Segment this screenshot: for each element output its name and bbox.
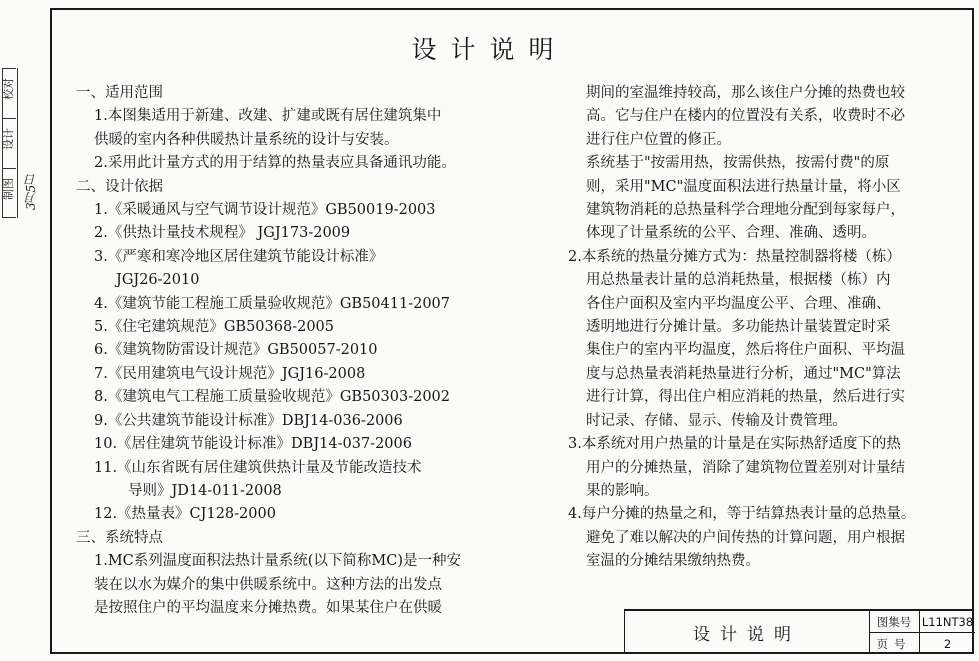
text-line: 时记录、存储、显示、传输及计费管理。 (586, 412, 847, 429)
text-line: 一、适用范围 (76, 85, 163, 101)
page-number-value: 2 (943, 636, 952, 651)
signature-text: 3月5日 (24, 174, 38, 210)
text-line: 供暖的室内各种供暖热计量系统的设计与安装。 (94, 131, 399, 148)
text-line: 7.《民用建筑电气设计规范》JGJ16-2008 (94, 365, 366, 382)
text-line: 用总热量表计量的总消耗热量，根据楼（栋）内 (586, 272, 891, 289)
text-line: 是按照住户的平均温度来分摊热费。如果某住户在供暖 (94, 599, 442, 616)
text-line: 二、设计依据 (76, 178, 163, 195)
text-line: 各住户面积及室内平均温度公平、合理、准确、 (586, 295, 891, 312)
text-line: 11.《山东省既有居住建筑供热计量及节能改造技术 (94, 459, 422, 476)
text-line: 10.《居住建筑节能设计标准》DBJ14-037-2006 (94, 436, 412, 453)
text-line: 进行住户位置的修正。 (586, 131, 731, 148)
strip-divider (2, 217, 16, 218)
text-line: 室温的分摊结果缴纳热费。 (586, 553, 760, 570)
text-line: 4.《建筑节能工程施工质量验收规范》GB50411-2007 (94, 295, 450, 312)
text-line: 2.采用此计量方式的用于结算的热量表应具备通讯功能。 (94, 155, 456, 172)
title-block (624, 609, 974, 654)
text-line: 导则》JD14-011-2008 (128, 482, 282, 499)
text-line: 12.《热量表》CJ128-2000 (94, 506, 276, 523)
text-line: 透明地进行分摊计量。多功能热计量装置定时采 (586, 319, 891, 336)
text-line: 4.每户分摊的热量之和，等于结算热表计量的总热量。 (568, 506, 916, 523)
text-line: 果的影响。 (586, 482, 659, 499)
text-line: 避免了难以解决的户间传热的计算问题，用户根据 (586, 529, 905, 546)
text-line: 则，采用"MC"温度面积法进行热量计量，将小区 (586, 178, 901, 195)
text-line: 1.MC系列温度面积法热计量系统(以下简称MC)是一种安 (94, 553, 462, 570)
handwritten-signature (22, 140, 46, 210)
text-line: 集住户的室内平均温度，然后将住户面积、平均温 (586, 342, 905, 359)
left-text-column (76, 82, 536, 620)
text-line: 系统基于"按需用热，按需供热，按需付费"的原 (586, 155, 890, 172)
page-title: 设计说明 (411, 35, 568, 64)
text-line: 高。它与住户在楼内的位置没有关系，收费时不必 (586, 108, 905, 125)
strip-label-check: 校对 (2, 78, 15, 100)
title-block-name: 设计说明 (625, 611, 870, 654)
text-line: 进行计算，得出住户相应消耗的热量，然后进行实 (586, 389, 905, 406)
text-line: 1.《采暖通风与空气调节设计规范》GB50019-2003 (94, 202, 436, 219)
text-line: 2.《供热计量技术规程》 JGJ173-2009 (94, 225, 351, 242)
text-line: 建筑物消耗的总热量科学合理地分配到每家每户， (586, 202, 905, 219)
text-line: 三、系统特点 (76, 529, 163, 546)
text-line: 2.本系统的热量分摊方式为：热量控制器将楼（栋） (568, 248, 901, 265)
text-line: 用户的分摊热量，消除了建筑物位置差别对计量结 (586, 459, 905, 476)
strip-divider (2, 118, 16, 119)
text-line: 体现了计量系统的公平、合理、准确、透明。 (586, 225, 876, 242)
text-line: 度与总热量表消耗热量进行分析，通过"MC"算法 (586, 365, 901, 382)
review-strip (0, 68, 50, 218)
text-line: 3.《严寒和寒冷地区居住建筑节能设计标准》 (94, 248, 384, 265)
strip-divider (2, 68, 16, 69)
strip-label-design: 设计 (2, 128, 15, 150)
text-line: 期间的室温维持较高，那么该住户分摊的热费也较 (586, 85, 905, 101)
text-line: 3.本系统对用户热量的计量是在实际热舒适度下的热 (568, 436, 901, 453)
page-number-label: 页号 (869, 633, 920, 654)
atlas-number-value: L11NT38 (920, 611, 975, 633)
text-line: 9.《公共建筑节能设计标准》DBJ14-036-2006 (94, 412, 403, 429)
text-line: 1.本图集适用于新建、改建、扩建或既有居住建筑集中 (94, 108, 442, 125)
text-line: 8.《建筑电气工程施工质量验收规范》GB50303-2002 (94, 389, 450, 406)
text-line: JGJ26-2010 (116, 272, 200, 289)
text-line: 5.《住宅建筑规范》GB50368-2005 (94, 319, 334, 336)
strip-label-draw: 制图 (2, 178, 15, 200)
atlas-number-label: 图集号 (869, 611, 920, 633)
right-text-column (568, 82, 948, 574)
text-line: 6.《建筑物防雷设计规范》GB50057-2010 (94, 342, 378, 359)
text-line: 装在以水为媒介的集中供暖系统中。这种方法的出发点 (94, 576, 442, 593)
strip-divider (2, 168, 16, 169)
